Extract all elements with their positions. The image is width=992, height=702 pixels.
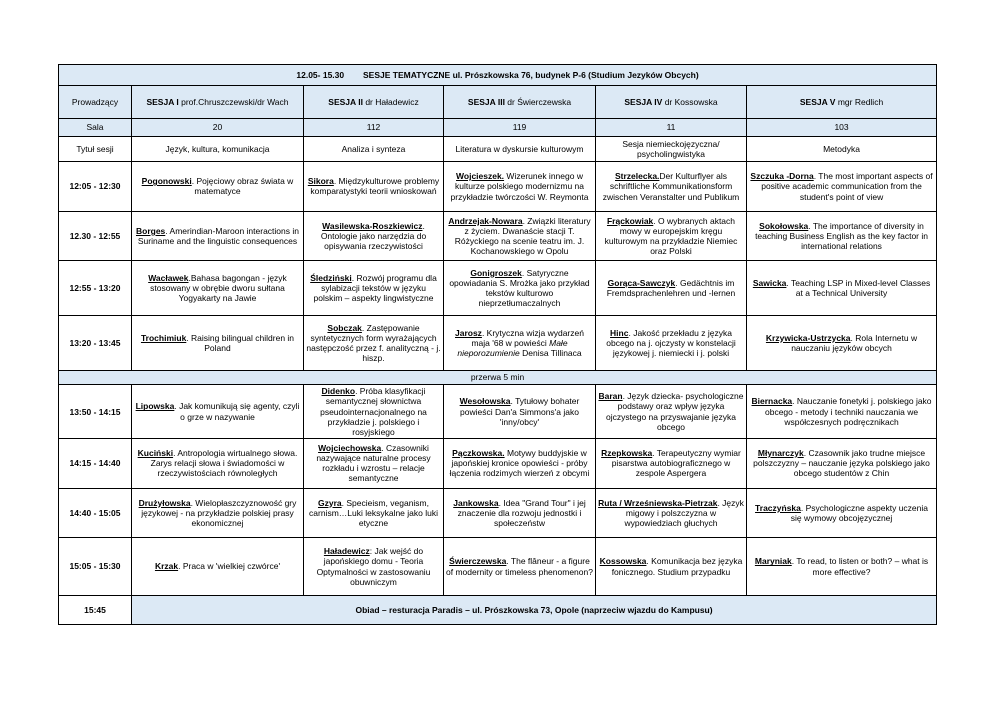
- talk-cell: Sokołowska. The importance of diversity in teaching Business English as the key factor in international relations: [747, 211, 937, 261]
- talk-cell: Maryniak. To read, to listen or both? – what is more effective?: [747, 538, 937, 596]
- topic-4: Sesja niemieckojęzyczna/ psycholingwistyka: [596, 137, 747, 162]
- time-slot: 13:20 - 13:45: [59, 316, 132, 371]
- talk-cell: Strzelecka.Der Kulturflyer als schriftliche Kommunikationsform zwischen Veranstalter und Publikum: [596, 162, 747, 212]
- talk-cell: Rzepkowska. Terapeutyczny wymiar pisarstwa autobiograficznego w zespole Aspergera: [596, 438, 747, 488]
- time-slot: 14:15 - 14:40: [59, 438, 132, 488]
- room-1: 20: [132, 118, 304, 137]
- time-slot: 12:55 - 13:20: [59, 261, 132, 316]
- talk-cell: Ruta / Wrześniewska-Pietrzak. Język migowy i polszczyzna w wypowiedziach głuchych: [596, 488, 747, 538]
- talk-cell: Lipowska. Jak komunikują się agenty, czyli o grze w nazywanie: [132, 385, 304, 439]
- talk-cell: Kuciński. Antropologia wirtualnego słowa. Zarys relacji słowa i świadomości w rzeczywistościach równoległych: [132, 438, 304, 488]
- talk-cell: Wojcieszek. Wizerunek innego w kulturze polskiego modernizmu na przykładzie twórczości W. Reymonta: [444, 162, 596, 212]
- footer-time: 15:45: [59, 595, 132, 624]
- talk-cell: Młynarczyk. Czasownik jako trudne miejsce polszczyzny – nauczanie języka polskiego jako obcego studentów z Chin: [747, 438, 937, 488]
- lunch-info: Obiad – resturacja Paradis – ul. Prószkowska 73, Opole (naprzeciw wjazdu do Kampusu): [132, 595, 937, 624]
- row-label-sala: Sala: [59, 118, 132, 137]
- talk-cell: Jankowska. Idea "Grand Tour" i jej znaczenie dla rozwoju jednostki i społeczeństw: [444, 488, 596, 538]
- session-1-leader: SESJA I prof.Chruszczewski/dr Wach: [132, 85, 304, 118]
- room-2: 112: [304, 118, 444, 137]
- break-row: przerwa 5 min: [59, 370, 937, 384]
- room-3: 119: [444, 118, 596, 137]
- talk-cell: Wacławek.Bahasa bagongan - język stosowany w obrębie dworu sułtana Yogyakarty na Jawie: [132, 261, 304, 316]
- talk-cell: Śledziński. Rozwój programu dla sylabizacji tekstów w języku polskim – aspekty lingwistyczne: [304, 261, 444, 316]
- time-slot: 12.30 - 12:55: [59, 211, 132, 261]
- talk-cell: Wesołowska. Tytułowy bohater powieści Dan'a Simmons'a jako 'inny/obcy': [444, 385, 596, 439]
- room-4: 11: [596, 118, 747, 137]
- talk-cell: Świerczewska. The flâneur - a figure of modernity or timeless phenomenon?: [444, 538, 596, 596]
- talk-cell: Sawicka. Teaching LSP in Mixed-level Classes at a Technical University: [747, 261, 937, 316]
- talk-cell: Haładewicz: Jak wejść do japońskiego domu - Teoria Optymalności w zastosowaniu obuwniczym: [304, 538, 444, 596]
- talk-cell: Drużyłowska. Wielopłaszczyznowość gry językowej - na przykładzie polskiej prasy ekonomicznej: [132, 488, 304, 538]
- row-label-tytul: Tytuł sesji: [59, 137, 132, 162]
- talk-cell: Gzyra. Specieism, veganism, carnism…Luki leksykalne jako luki etyczne: [304, 488, 444, 538]
- talk-cell: Baran. Język dziecka- psychologiczne podstawy oraz wpływ języka ojczystego na przyswajanie języka obcego: [596, 385, 747, 439]
- topic-1: Język, kultura, komunikacja: [132, 137, 304, 162]
- row-label-prowadzacy: Prowadzący: [59, 85, 132, 118]
- session-4-leader: SESJA IV dr Kossowska: [596, 85, 747, 118]
- talk-cell: Gonigroszek. Satyryczne opowiadania S. Mrożka jako przykład tekstów kulturowo nieprzetłumaczalnych: [444, 261, 596, 316]
- room-5: 103: [747, 118, 937, 137]
- talk-cell: Hinc. Jakość przekładu z języka obcego na j. ojczysty w konstelacji językowej j. niemiecki i j. polski: [596, 316, 747, 371]
- talk-cell: Didenko. Próba klasyfikacji semantycznej słownictwa pseudointernacjonalnego na przykładzie j. polskiego i rosyjskiego: [304, 385, 444, 439]
- talk-cell: Biernacka. Nauczanie fonetyki j. polskiego jako obcego - metody i techniki nauczania we współczesnych podręcznikach: [747, 385, 937, 439]
- time-slot: 14:40 - 15:05: [59, 488, 132, 538]
- talk-cell: Sikora. Międzykulturowe problemy komparatystyki teorii wnioskowań: [304, 162, 444, 212]
- topic-2: Analiza i synteza: [304, 137, 444, 162]
- session-2-leader: SESJA II dr Haładewicz: [304, 85, 444, 118]
- talk-cell: Jarosz. Krytyczna wizja wydarzeń maja '68 w powieści Małe nieporozumienie Denisa Tillinaca: [444, 316, 596, 371]
- talk-cell: Wasilewska-Roszkiewicz. Ontologie jako narzędzia do opisywania rzeczywistości: [304, 211, 444, 261]
- header-title: 12.05- 15.30 SESJE TEMATYCZNE ul. Prószkowska 76, budynek P-6 (Studium Jezyków Obcych): [59, 65, 937, 86]
- talk-cell: Andrzejak-Nowara. Związki literatury z życiem. Dwanaście stacji T. Różyckiego na scenie teatru im. J. Kochanowskiego w Opolu: [444, 211, 596, 261]
- talk-cell: Trochimiuk. Raising bilingual children in Poland: [132, 316, 304, 371]
- talk-cell: Wojciechowska. Czasowniki nazywające naturalne procesy rozkładu i wzrostu – relacje semantyczne: [304, 438, 444, 488]
- session-5-leader: SESJA V mgr Redlich: [747, 85, 937, 118]
- topic-3: Literatura w dyskursie kulturowym: [444, 137, 596, 162]
- topic-5: Metodyka: [747, 137, 937, 162]
- talk-cell: Krzak. Praca w 'wielkiej czwórce': [132, 538, 304, 596]
- talk-cell: Pogonowski. Pojęciowy obraz świata w matematyce: [132, 162, 304, 212]
- talk-cell: Pączkowska. Motywy buddyjskie w japońskiej kronice opowieści - próby łączenia rodzimych wierzeń z obcymi: [444, 438, 596, 488]
- talk-cell: Krzywicka-Ustrzycka. Rola Internetu w nauczaniu języków obcych: [747, 316, 937, 371]
- talk-cell: Kossowska. Komunikacja bez języka fonicznego. Studium przypadku: [596, 538, 747, 596]
- talk-cell: Traczyńska. Psychologiczne aspekty uczenia się wymowy obcojęzycznej: [747, 488, 937, 538]
- talk-cell: Szczuka -Dorna. The most important aspects of positive academic communication from the student's point of view: [747, 162, 937, 212]
- talk-cell: Frąckowiak. O wybranych aktach mowy w europejskim kręgu kulturowym na przykładzie Niemiec oraz Polski: [596, 211, 747, 261]
- time-slot: 13:50 - 14:15: [59, 385, 132, 439]
- talk-cell: Sobczak. Zastępowanie syntetycznych form wyrażających następczość przez f. analityczną - j. hiszp.: [304, 316, 444, 371]
- talk-cell: Gorąca-Sawczyk. Gedächtnis im Fremdsprachenlehren und -lernen: [596, 261, 747, 316]
- talk-cell: Borges. Amerindian-Maroon interactions in Suriname and the linguistic consequences: [132, 211, 304, 261]
- schedule-table: [58, 64, 937, 625]
- session-3-leader: SESJA III dr Świerczewska: [444, 85, 596, 118]
- time-slot: 12:05 - 12:30: [59, 162, 132, 212]
- time-slot: 15:05 - 15:30: [59, 538, 132, 596]
